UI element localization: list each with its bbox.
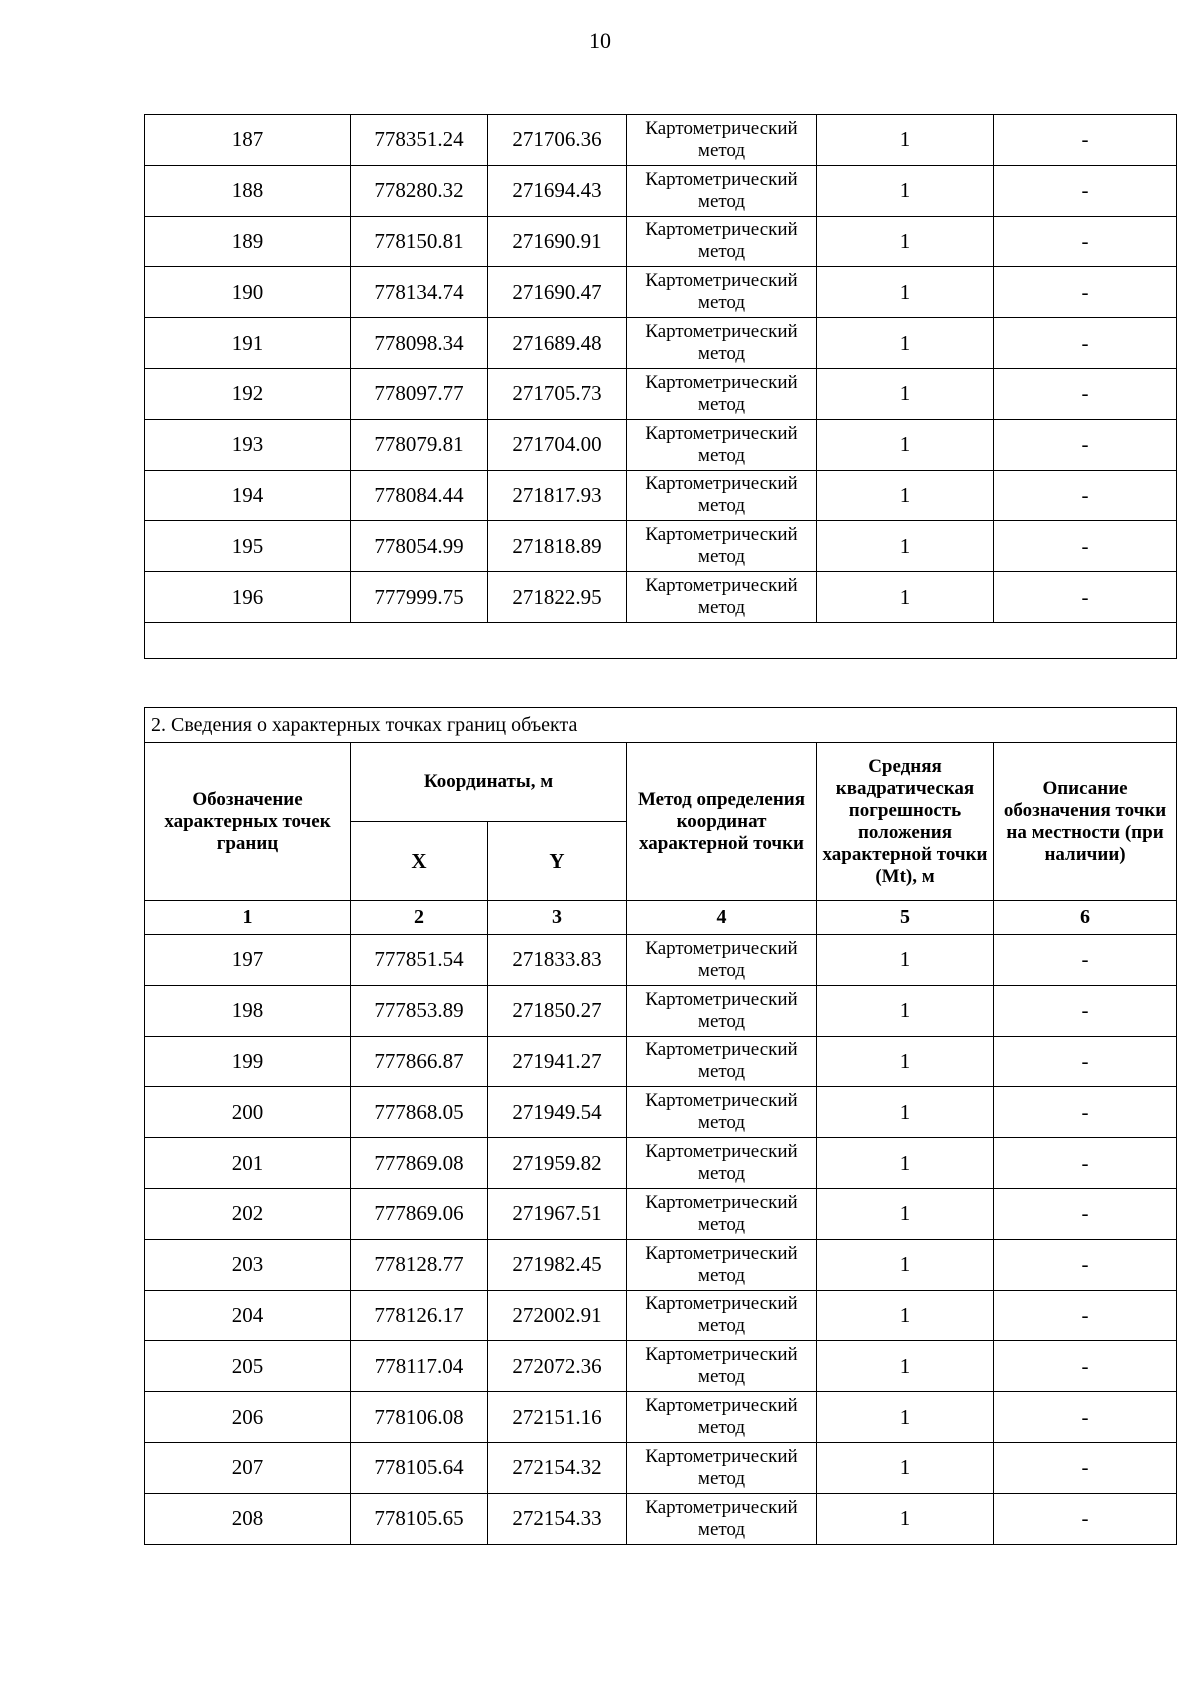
method-cell: Картометрический метод	[627, 216, 817, 267]
mt-cell: 1	[817, 419, 994, 470]
point-cell: 197	[145, 935, 351, 986]
method-cell: Картометрический метод	[627, 165, 817, 216]
method-cell: Картометрический метод	[627, 470, 817, 521]
x-cell: 778098.34	[351, 318, 488, 369]
x-cell: 778084.44	[351, 470, 488, 521]
table-row	[145, 165, 1177, 216]
point-cell: 188	[145, 165, 351, 216]
point-cell: 198	[145, 985, 351, 1036]
y-cell: 271959.82	[488, 1138, 627, 1189]
y-cell: 271690.47	[488, 267, 627, 318]
table-row	[145, 115, 1177, 166]
y-cell: 272154.32	[488, 1442, 627, 1493]
table-row	[145, 419, 1177, 470]
point-cell: 189	[145, 216, 351, 267]
mt-cell: 1	[817, 267, 994, 318]
description-cell: -	[994, 1442, 1177, 1493]
table-row	[145, 572, 1177, 623]
point-cell: 202	[145, 1188, 351, 1239]
x-cell: 777869.08	[351, 1138, 488, 1189]
x-cell: 778097.77	[351, 368, 488, 419]
table-row	[145, 1087, 1177, 1138]
y-cell: 272151.16	[488, 1392, 627, 1443]
point-cell: 206	[145, 1392, 351, 1443]
point-cell: 199	[145, 1036, 351, 1087]
point-cell: 193	[145, 419, 351, 470]
method-cell: Картометрический метод	[627, 1392, 817, 1443]
mt-cell: 1	[817, 935, 994, 986]
x-cell: 778126.17	[351, 1290, 488, 1341]
method-cell: Картометрический метод	[627, 1138, 817, 1189]
x-cell: 777999.75	[351, 572, 488, 623]
point-cell: 194	[145, 470, 351, 521]
mt-cell: 1	[817, 165, 994, 216]
mt-cell: 1	[817, 1087, 994, 1138]
y-cell: 271982.45	[488, 1239, 627, 1290]
y-cell: 271689.48	[488, 318, 627, 369]
method-cell: Картометрический метод	[627, 318, 817, 369]
x-cell: 778106.08	[351, 1392, 488, 1443]
description-cell: -	[994, 935, 1177, 986]
description-cell: -	[994, 1188, 1177, 1239]
table-row	[145, 1442, 1177, 1493]
table-row	[145, 470, 1177, 521]
point-cell: 205	[145, 1341, 351, 1392]
table-row	[145, 368, 1177, 419]
y-cell: 271949.54	[488, 1087, 627, 1138]
description-cell: -	[994, 216, 1177, 267]
header-point: Обозначение характерных точек границ	[145, 743, 351, 901]
description-cell: -	[994, 1392, 1177, 1443]
table-row	[145, 935, 1177, 986]
mt-cell: 1	[817, 1392, 994, 1443]
column-number-row	[145, 901, 1177, 935]
y-cell: 271822.95	[488, 572, 627, 623]
table1-body	[145, 115, 1177, 659]
x-cell: 778079.81	[351, 419, 488, 470]
header-method: Метод определения координат характерной точки	[627, 743, 817, 901]
y-cell: 271694.43	[488, 165, 627, 216]
x-cell: 778150.81	[351, 216, 488, 267]
mt-cell: 1	[817, 1341, 994, 1392]
method-cell: Картометрический метод	[627, 521, 817, 572]
x-cell: 777869.06	[351, 1188, 488, 1239]
empty-row	[145, 622, 1177, 658]
mt-cell: 1	[817, 368, 994, 419]
mt-cell: 1	[817, 1036, 994, 1087]
table-row	[145, 1036, 1177, 1087]
mt-cell: 1	[817, 1188, 994, 1239]
x-cell: 778117.04	[351, 1341, 488, 1392]
description-cell: -	[994, 1036, 1177, 1087]
x-cell: 777851.54	[351, 935, 488, 986]
column-number: 2	[351, 901, 488, 935]
description-cell: -	[994, 165, 1177, 216]
header-mt: Средняя квадратическая погрешность положения характерной точки (Mt), м	[817, 743, 994, 901]
y-cell: 272002.91	[488, 1290, 627, 1341]
y-cell: 271706.36	[488, 115, 627, 166]
method-cell: Картометрический метод	[627, 1493, 817, 1544]
point-cell: 208	[145, 1493, 351, 1544]
method-cell: Картометрический метод	[627, 1239, 817, 1290]
table-row	[145, 1239, 1177, 1290]
method-cell: Картометрический метод	[627, 1188, 817, 1239]
method-cell: Картометрический метод	[627, 368, 817, 419]
table-row	[145, 1290, 1177, 1341]
table-row	[145, 985, 1177, 1036]
mt-cell: 1	[817, 1239, 994, 1290]
y-cell: 271850.27	[488, 985, 627, 1036]
description-cell: -	[994, 1087, 1177, 1138]
description-cell: -	[994, 470, 1177, 521]
point-cell: 190	[145, 267, 351, 318]
point-cell: 187	[145, 115, 351, 166]
point-cell: 192	[145, 368, 351, 419]
method-cell: Картометрический метод	[627, 419, 817, 470]
description-cell: -	[994, 1493, 1177, 1544]
description-cell: -	[994, 1138, 1177, 1189]
point-cell: 207	[145, 1442, 351, 1493]
method-cell: Картометрический метод	[627, 115, 817, 166]
y-cell: 271705.73	[488, 368, 627, 419]
method-cell: Картометрический метод	[627, 935, 817, 986]
column-number: 5	[817, 901, 994, 935]
point-cell: 195	[145, 521, 351, 572]
mt-cell: 1	[817, 1290, 994, 1341]
mt-cell: 1	[817, 1138, 994, 1189]
method-cell: Картометрический метод	[627, 267, 817, 318]
page-number: 10	[589, 28, 611, 53]
point-cell: 201	[145, 1138, 351, 1189]
mt-cell: 1	[817, 318, 994, 369]
method-cell: Картометрический метод	[627, 1036, 817, 1087]
column-number: 1	[145, 901, 351, 935]
mt-cell: 1	[817, 521, 994, 572]
x-cell: 778054.99	[351, 521, 488, 572]
column-number: 4	[627, 901, 817, 935]
header-x: X	[351, 822, 488, 901]
boundary-points-table	[144, 707, 1177, 1545]
y-cell: 271941.27	[488, 1036, 627, 1087]
point-cell: 196	[145, 572, 351, 623]
column-number: 3	[488, 901, 627, 935]
description-cell: -	[994, 419, 1177, 470]
table2-body	[145, 935, 1177, 1545]
coordinates-table-continued	[144, 114, 1177, 659]
x-cell: 778351.24	[351, 115, 488, 166]
table-row	[145, 1493, 1177, 1544]
y-cell: 272154.33	[488, 1493, 627, 1544]
header-description: Описание обозначения точки на местности (при наличии)	[994, 743, 1177, 901]
point-cell: 200	[145, 1087, 351, 1138]
y-cell: 271817.93	[488, 470, 627, 521]
description-cell: -	[994, 985, 1177, 1036]
table-title: 2. Сведения о характерных точках границ объекта	[145, 708, 1177, 743]
y-cell: 271704.00	[488, 419, 627, 470]
description-cell: -	[994, 368, 1177, 419]
y-cell: 271818.89	[488, 521, 627, 572]
mt-cell: 1	[817, 572, 994, 623]
method-cell: Картометрический метод	[627, 1290, 817, 1341]
y-cell: 272072.36	[488, 1341, 627, 1392]
x-cell: 778105.65	[351, 1493, 488, 1544]
method-cell: Картометрический метод	[627, 1087, 817, 1138]
method-cell: Картометрический метод	[627, 985, 817, 1036]
table-row	[145, 1138, 1177, 1189]
table-row	[145, 521, 1177, 572]
description-cell: -	[994, 267, 1177, 318]
y-cell: 271833.83	[488, 935, 627, 986]
table-row	[145, 1188, 1177, 1239]
method-cell: Картометрический метод	[627, 1341, 817, 1392]
table-row	[145, 216, 1177, 267]
method-cell: Картометрический метод	[627, 1442, 817, 1493]
column-number: 6	[994, 901, 1177, 935]
table-row	[145, 318, 1177, 369]
method-cell: Картометрический метод	[627, 572, 817, 623]
header-y: Y	[488, 822, 627, 901]
description-cell: -	[994, 1239, 1177, 1290]
mt-cell: 1	[817, 985, 994, 1036]
point-cell: 203	[145, 1239, 351, 1290]
point-cell: 204	[145, 1290, 351, 1341]
description-cell: -	[994, 1290, 1177, 1341]
description-cell: -	[994, 572, 1177, 623]
description-cell: -	[994, 318, 1177, 369]
x-cell: 777853.89	[351, 985, 488, 1036]
x-cell: 777868.05	[351, 1087, 488, 1138]
y-cell: 271690.91	[488, 216, 627, 267]
table-row	[145, 1392, 1177, 1443]
empty-cell	[145, 622, 1177, 658]
x-cell: 777866.87	[351, 1036, 488, 1087]
mt-cell: 1	[817, 115, 994, 166]
table-row	[145, 267, 1177, 318]
x-cell: 778134.74	[351, 267, 488, 318]
description-cell: -	[994, 1341, 1177, 1392]
point-cell: 191	[145, 318, 351, 369]
table-row	[145, 1341, 1177, 1392]
mt-cell: 1	[817, 470, 994, 521]
x-cell: 778128.77	[351, 1239, 488, 1290]
description-cell: -	[994, 115, 1177, 166]
y-cell: 271967.51	[488, 1188, 627, 1239]
mt-cell: 1	[817, 1493, 994, 1544]
mt-cell: 1	[817, 1442, 994, 1493]
x-cell: 778280.32	[351, 165, 488, 216]
header-coordinates: Координаты, м	[351, 743, 627, 822]
x-cell: 778105.64	[351, 1442, 488, 1493]
description-cell: -	[994, 521, 1177, 572]
mt-cell: 1	[817, 216, 994, 267]
